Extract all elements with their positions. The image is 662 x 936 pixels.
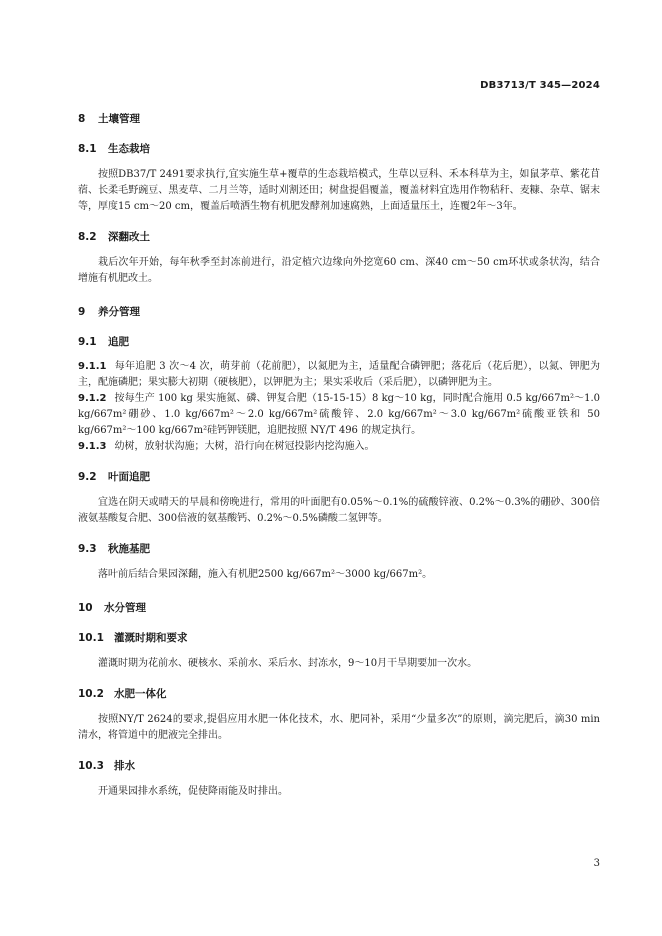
heading-number: 9.3 (78, 543, 97, 555)
clause-9-1-1 (78, 359, 600, 391)
heading-8 (78, 112, 600, 126)
heading-number: 8.1 (78, 143, 97, 155)
heading-title: 水分管理 (104, 602, 146, 614)
paragraph-9-2: 宜选在阴天或晴天的早晨和傍晚进行，常用的叶面肥有0.05%～0.1%的硫酸锌液、0.2%～0.3%的硼砂、300倍液氨基酸复合肥、300倍液的氨基酸钙、0.2%～0.5%磷酸二氢钾等。 (78, 497, 600, 524)
heading-10-3 (78, 759, 600, 773)
heading-title: 深翻改土 (108, 231, 150, 243)
heading-number: 10 (78, 602, 93, 614)
heading-number: 9 (78, 306, 86, 318)
heading-number: 8.2 (78, 231, 97, 243)
heading-10 (78, 601, 600, 615)
page-number: 3 (593, 858, 600, 869)
paragraph-10-3: 开通果园排水系统，促使降雨能及时排出。 (98, 786, 288, 797)
heading-9-2 (78, 470, 600, 484)
heading-10-2 (78, 687, 600, 701)
heading-number: 9.1 (78, 336, 97, 348)
heading-number: 8 (78, 113, 86, 125)
paragraph-8-2: 栽后次年开始，每年秋季至封冻前进行，沿定植穴边缘向外挖宽60 cm、深40 cm～50 cm环状或条状沟，结合增施有机肥改土。 (78, 257, 600, 284)
heading-title: 土壤管理 (98, 113, 140, 125)
heading-number: 9.2 (78, 471, 97, 483)
paragraph-10-2: 按照NY/T 2624的要求,提倡应用水肥一体化技术，水、肥同补，采用“少量多次”的原则，滴完肥后，滴30 min清水，将管道中的肥液完全排出。 (78, 714, 600, 741)
heading-title: 生态栽培 (108, 143, 150, 155)
heading-8-1 (78, 142, 600, 156)
document-body (78, 112, 600, 800)
heading-9 (78, 305, 600, 319)
heading-number: 10.1 (78, 632, 104, 644)
heading-number: 10.3 (78, 760, 104, 772)
heading-title: 养分管理 (98, 306, 140, 318)
paragraph-9-3: 落叶前后结合果园深翻，施入有机肥2500 kg/667m²～3000 kg/667m²。 (98, 569, 433, 580)
heading-title: 灌溉时期和要求 (114, 632, 188, 644)
heading-title: 叶面追肥 (108, 471, 150, 483)
clause-text: 幼树，放射状沟施；大树，沿行向在树冠投影内挖沟施入。 (114, 441, 375, 452)
heading-9-3 (78, 542, 600, 556)
heading-number: 10.2 (78, 688, 104, 700)
clause-number: 9.1.2 (78, 393, 107, 404)
standard-code: DB3713/T 345—2024 (480, 80, 600, 91)
heading-title: 排水 (114, 760, 135, 772)
paragraph-8-1: 按照DB37/T 2491要求执行,宜实施生草+覆草的生态栽培模式，生草以豆科、禾本科草为主，如鼠茅草、紫花苜蓿、长柔毛野豌豆、黑麦草、二月兰等，适时刈割还田；树盘提倡覆盖，覆盖材料宜选用作物秸秆、麦糠、杂草、锯末等，厚度15 cm～20 cm，覆盖后喷洒生物有机肥发酵剂加速腐熟，上面适量压土，连覆2年～3年。 (78, 169, 600, 212)
clause-text: 按每生产 100 kg 果实施氮、磷、钾复合肥（15-15-15）8 kg～10 kg，同时配合施用 0.5 kg/667m²～1.0 kg/667m²硼砂、1.0 kg/667m²～2.0 kg/667m²硫酸锌、2.0 kg/667m²～3.0 kg/667m²硫酸亚铁和 50 kg/667m²～100 kg/667m²硅钙钾镁肥，追肥按照 NY/T 496 的规定执行。 (78, 393, 600, 436)
heading-8-2 (78, 230, 600, 244)
heading-title: 追肥 (108, 336, 129, 348)
heading-10-1 (78, 631, 600, 645)
clause-text: 每年追肥 3 次～4 次，萌芽前（花前肥），以氮肥为主，适量配合磷钾肥；落花后（花后肥），以氮、钾肥为主，配施磷肥；果实膨大初期（硬核肥），以钾肥为主；果实采收后（采后肥），以磷钾肥为主。 (78, 361, 600, 388)
clause-9-1-2 (78, 391, 600, 439)
heading-9-1 (78, 335, 600, 349)
paragraph-10-1: 灌溉时期为花前水、硬核水、采前水、采后水、封冻水，9～10月干旱期要加一次水。 (98, 658, 478, 669)
heading-title: 水肥一体化 (114, 688, 167, 700)
heading-title: 秋施基肥 (108, 543, 150, 555)
clause-number: 9.1.3 (78, 441, 107, 452)
clause-9-1-3 (78, 439, 600, 455)
clause-number: 9.1.1 (78, 361, 107, 372)
